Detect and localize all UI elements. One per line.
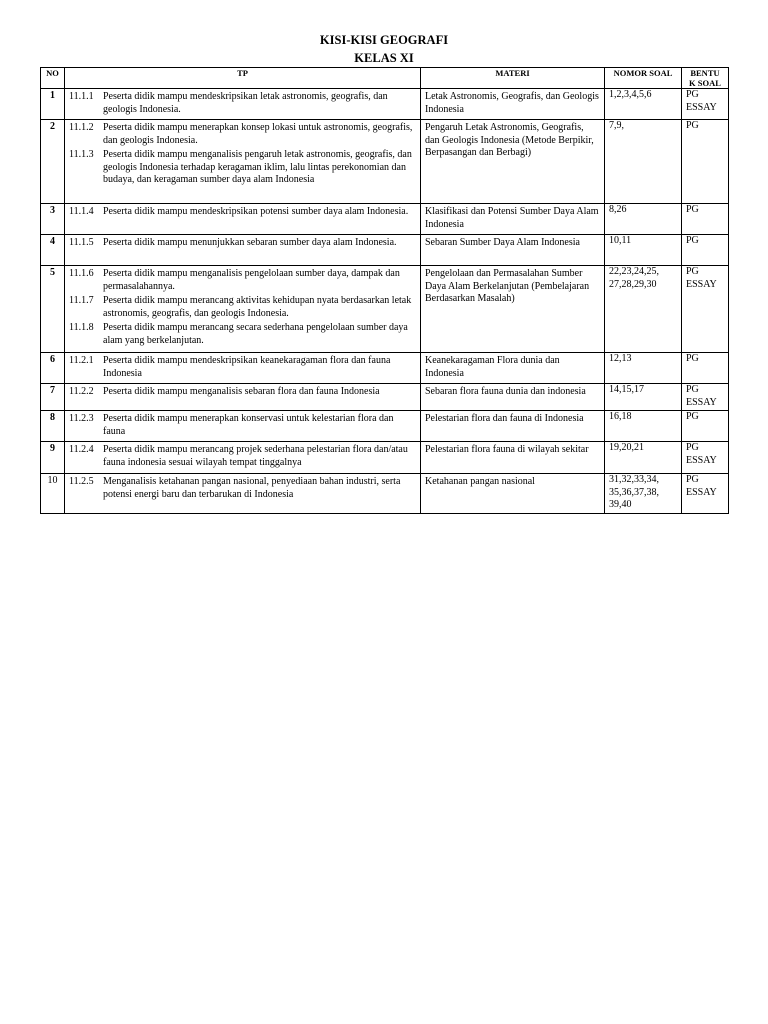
materi-cell: Pelestarian flora dan fauna di Indonesia: [421, 411, 605, 442]
tp-text: Peserta didik mampu mendeskripsikan letak astronomis, geografis, dan geologis Indonesia.: [103, 91, 388, 115]
bentuk-soal-value: PG: [686, 89, 699, 100]
tp-code: 11.2.1: [69, 355, 94, 366]
bentuk-soal-cell: [682, 442, 729, 474]
materi-cell: Letak Astronomis, Geografis, dan Geologis Indonesia: [421, 89, 605, 120]
bentuk-soal-value: PG: [686, 353, 699, 364]
row-number: 4: [41, 235, 65, 266]
header-no: NO: [41, 68, 65, 89]
bentuk-soal-value: PG: [686, 411, 699, 422]
header-bentuk-soal-line2: K SOAL: [689, 78, 721, 88]
tp-cell: [65, 411, 421, 442]
materi-cell: Sebaran Sumber Daya Alam Indonesia: [421, 235, 605, 266]
bentuk-soal-value: ESSAY: [686, 454, 717, 466]
tp-text: Peserta didik mampu menganalisis pengaruh letak astronomis, geografis, dan geologis Indonesia terhadap keragaman iklim, lalu lintas perekonomian dan budaya, dan keragaman sumber daya alam Indonesia: [103, 149, 412, 185]
nomor-soal-cell: 1,2,3,4,5,6: [605, 89, 682, 120]
tp-code: 11.1.6: [69, 268, 94, 279]
row-number: 2: [41, 120, 65, 204]
table-header-row: [41, 68, 729, 89]
tp-code: 11.1.2: [69, 122, 94, 133]
materi-cell: Pengelolaan dan Permasalahan Sumber Daya Alam Berkelanjutan (Pembelajaran Berdasarkan Masalah): [421, 266, 605, 353]
kisi-kisi-table: [40, 67, 729, 514]
table-row: [41, 474, 729, 514]
table-row: [41, 411, 729, 442]
table-row: [41, 204, 729, 235]
nomor-soal-cell: 12,13: [605, 353, 682, 384]
tp-cell: [65, 266, 421, 353]
bentuk-soal-value: ESSAY: [686, 101, 717, 113]
tp-item: [69, 295, 416, 320]
tp-text: Peserta didik mampu menerapkan konservasi untuk kelestarian flora dan fauna: [103, 413, 394, 437]
bentuk-soal-value: PG: [686, 120, 699, 131]
nomor-soal-cell: 8,26: [605, 204, 682, 235]
bentuk-soal-cell: [682, 120, 729, 204]
tp-text: Peserta didik mampu menunjukkan sebaran sumber daya alam Indonesia.: [103, 237, 397, 248]
table-body: [41, 89, 729, 514]
bentuk-soal-value: ESSAY: [686, 486, 717, 498]
nomor-soal-cell: 22,23,24,25, 27,28,29,30: [605, 266, 682, 353]
tp-text: Peserta didik mampu merancang aktivitas kehidupan nyata berdasarkan letak astronomis, geografis, dan geologis Indonesia.: [103, 295, 412, 319]
tp-item: [69, 476, 416, 501]
table-row: [41, 384, 729, 411]
tp-code: 11.1.8: [69, 322, 94, 333]
tp-code: 11.2.4: [69, 444, 94, 455]
materi-cell: Ketahanan pangan nasional: [421, 474, 605, 514]
tp-code: 11.1.5: [69, 237, 94, 248]
tp-text: Peserta didik mampu mendeskripsikan potensi sumber daya alam Indonesia.: [103, 206, 409, 217]
tp-item: [69, 237, 416, 250]
table-row: [41, 235, 729, 266]
bentuk-soal-value: PG: [686, 474, 699, 485]
tp-item: [69, 149, 416, 187]
nomor-soal-cell: 31,32,33,34, 35,36,37,38, 39,40: [605, 474, 682, 514]
materi-cell: Klasifikasi dan Potensi Sumber Daya Alam Indonesia: [421, 204, 605, 235]
nomor-soal-cell: 16,18: [605, 411, 682, 442]
row-number: 1: [41, 89, 65, 120]
tp-cell: [65, 235, 421, 266]
tp-text: Menganalisis ketahanan pangan nasional, penyediaan bahan industri, serta potensi energi baru dan terbarukan di Indonesia: [103, 476, 401, 500]
header-bentuk-soal: [682, 68, 729, 89]
table-row: [41, 120, 729, 204]
tp-code: 11.1.1: [69, 91, 94, 102]
bentuk-soal-value: PG: [686, 442, 699, 453]
bentuk-soal-cell: [682, 89, 729, 120]
bentuk-soal-cell: [682, 266, 729, 353]
tp-cell: [65, 89, 421, 120]
tp-text: Peserta didik mampu mendeskripsikan keanekaragaman flora dan fauna Indonesia: [103, 355, 391, 379]
bentuk-soal-cell: [682, 204, 729, 235]
bentuk-soal-cell: [682, 235, 729, 266]
header-nomor-soal: NOMOR SOAL: [605, 68, 682, 89]
tp-item: [69, 91, 416, 116]
bentuk-soal-cell: [682, 384, 729, 411]
tp-item: [69, 386, 416, 399]
tp-code: 11.1.3: [69, 149, 94, 160]
tp-cell: [65, 204, 421, 235]
materi-cell: Keanekaragaman Flora dunia dan Indonesia: [421, 353, 605, 384]
bentuk-soal-cell: [682, 411, 729, 442]
header-bentuk-soal-line1: BENTU: [690, 68, 720, 78]
tp-code: 11.2.3: [69, 413, 94, 424]
bentuk-soal-value: PG: [686, 204, 699, 215]
tp-cell: [65, 353, 421, 384]
tp-item: [69, 206, 416, 219]
tp-item: [69, 268, 416, 293]
nomor-soal-cell: 14,15,17: [605, 384, 682, 411]
table-row: [41, 89, 729, 120]
nomor-soal-cell: 7,9,: [605, 120, 682, 204]
table-row: [41, 266, 729, 353]
header-tp: TP: [65, 68, 421, 89]
table-row: [41, 353, 729, 384]
tp-cell: [65, 474, 421, 514]
tp-text: Peserta didik mampu menganalisis pengelolaan sumber daya, dampak dan permasalahannya.: [103, 268, 400, 292]
tp-item: [69, 413, 416, 438]
tp-text: Peserta didik mampu menerapkan konsep lokasi untuk astronomis, geografis, dan geologis Indonesia.: [103, 122, 413, 146]
tp-text: Peserta didik mampu merancang secara sederhana pengelolaan sumber daya alam yang berkelanjutan.: [103, 322, 408, 346]
tp-item: [69, 355, 416, 380]
row-number: 6: [41, 353, 65, 384]
tp-cell: [65, 384, 421, 411]
bentuk-soal-value: ESSAY: [686, 278, 717, 290]
tp-code: 11.1.7: [69, 295, 94, 306]
materi-cell: Sebaran flora fauna dunia dan indonesia: [421, 384, 605, 411]
tp-text: Peserta didik mampu merancang projek sederhana pelestarian flora dan/atau fauna indonesia sesuai wilayah tempat tinggalnya: [103, 444, 408, 468]
row-number: 10: [41, 474, 65, 514]
bentuk-soal-value: PG: [686, 266, 699, 277]
bentuk-soal-cell: [682, 353, 729, 384]
tp-text: Peserta didik mampu menganalisis sebaran flora dan fauna Indonesia: [103, 386, 380, 397]
header-materi: MATERI: [421, 68, 605, 89]
tp-item: [69, 322, 416, 347]
tp-code: 11.2.2: [69, 386, 94, 397]
document-title: KISI-KISI GEOGRAFI: [319, 33, 449, 47]
table-row: [41, 442, 729, 474]
row-number: 8: [41, 411, 65, 442]
materi-cell: Pengaruh Letak Astronomis, Geografis, dan Geologis Indonesia (Metode Berpikir, Berpasangan dan Berbagi): [421, 120, 605, 204]
nomor-soal-cell: 19,20,21: [605, 442, 682, 474]
document-subtitle: KELAS XI: [354, 51, 414, 65]
tp-code: 11.2.5: [69, 476, 94, 487]
materi-cell: Pelestarian flora fauna di wilayah sekitar: [421, 442, 605, 474]
nomor-soal-cell: 10,11: [605, 235, 682, 266]
row-number: 3: [41, 204, 65, 235]
tp-cell: [65, 442, 421, 474]
tp-code: 11.1.4: [69, 206, 94, 217]
row-number: 7: [41, 384, 65, 411]
row-number: 5: [41, 266, 65, 353]
bentuk-soal-value: PG: [686, 384, 699, 395]
tp-cell: [65, 120, 421, 204]
bentuk-soal-cell: [682, 474, 729, 514]
row-number: 9: [41, 442, 65, 474]
tp-item: [69, 444, 416, 469]
tp-item: [69, 122, 416, 147]
bentuk-soal-value: ESSAY: [686, 396, 717, 408]
bentuk-soal-value: PG: [686, 235, 699, 246]
